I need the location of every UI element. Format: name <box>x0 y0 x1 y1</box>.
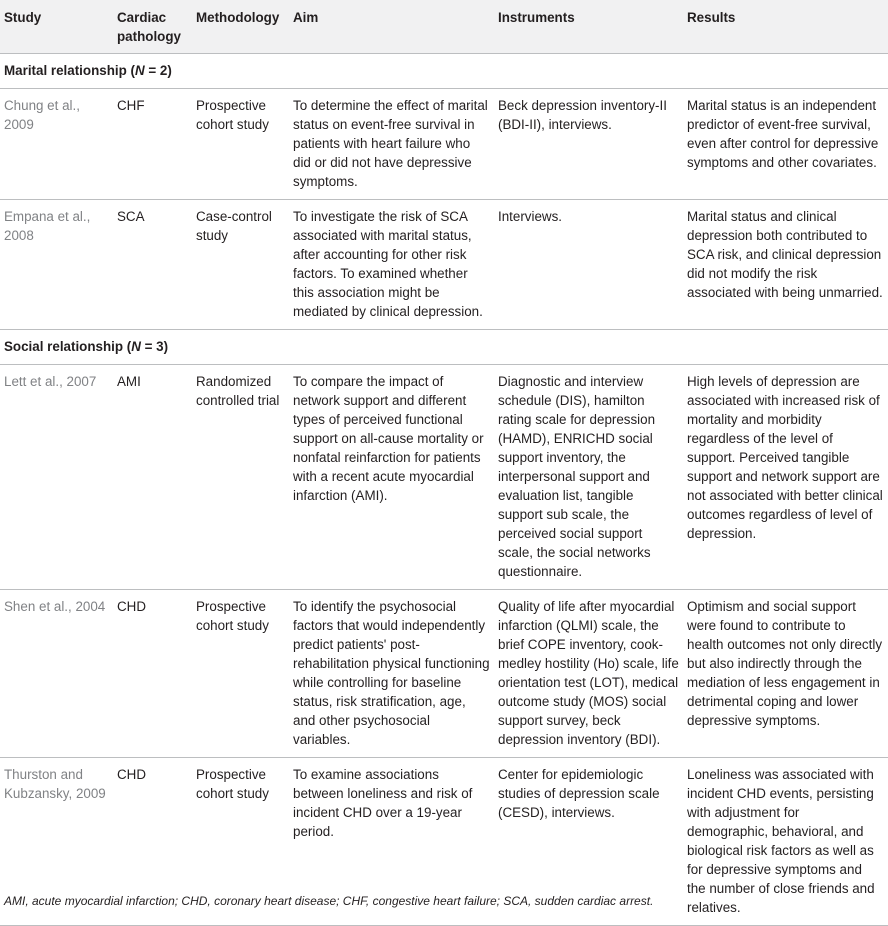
cell-methodology: Prospective cohort study <box>192 758 289 926</box>
cell-pathology: AMI <box>113 365 192 590</box>
header-instruments: Instruments <box>494 0 683 54</box>
cell-aim: To compare the impact of network support and different types of perceived functional support on all-cause mortality or nonfatal reinfarction for patients with a recent acute myocardial infarction (AMI). <box>289 365 494 590</box>
group-heading-social <box>0 330 888 365</box>
table-row <box>0 89 888 200</box>
table-header-row <box>0 0 888 54</box>
header-cardiac-pathology: Cardiac pathology <box>113 0 192 54</box>
cell-methodology: Prospective cohort study <box>192 590 289 758</box>
cell-results: Marital status and clinical depression both contributed to SCA risk, and clinical depression did not modify the risk associated with being unmarried. <box>683 200 888 330</box>
cell-instruments: Beck depression inventory-II (BDI-II), interviews. <box>494 89 683 200</box>
cell-methodology: Prospective cohort study <box>192 89 289 200</box>
cell-aim: To investigate the risk of SCA associated with marital status, after accounting for other risk factors. To examined whether this association might be mediated by clinical depression. <box>289 200 494 330</box>
table-row <box>0 200 888 330</box>
cell-pathology: CHD <box>113 590 192 758</box>
cell-pathology: SCA <box>113 200 192 330</box>
cell-pathology: CHF <box>113 89 192 200</box>
table-row <box>0 590 888 758</box>
cell-instruments: Quality of life after myocardial infarction (QLMI) scale, the brief COPE inventory, cook-medley hostility (Ho) scale, life orientation test (LOT), medical outcome study (MOS) social support survey, beck depression inventory (BDI). <box>494 590 683 758</box>
cell-pathology: CHD <box>113 758 192 926</box>
cell-instruments: Center for epidemiologic studies of depression scale (CESD), interviews. <box>494 758 683 926</box>
cell-aim: To examine associations between loneliness and risk of incident CHD over a 19-year period. <box>289 758 494 926</box>
cell-results: Optimism and social support were found to contribute to health outcomes not only directly but also indirectly through the mediation of less engagement in detrimental coping and lower depressive symptoms. <box>683 590 888 758</box>
cell-instruments: Diagnostic and interview schedule (DIS), hamilton rating scale for depression (HAMD), ENRICHD social support inventory, the interpersonal support and evaluation list, tangible support sub scale, the perceived social support scale, the social networks questionnaire. <box>494 365 683 590</box>
cell-methodology: Randomized controlled trial <box>192 365 289 590</box>
cell-study: Lett et al., 2007 <box>0 365 113 590</box>
header-study: Study <box>0 0 113 54</box>
header-methodology: Methodology <box>192 0 289 54</box>
table-row <box>0 365 888 590</box>
cell-study: Shen et al., 2004 <box>0 590 113 758</box>
cell-study: Thurston and Kubzansky, 2009 <box>0 758 113 926</box>
cell-results: Marital status is an independent predictor of event-free survival, even after control for depressive symptoms and other covariates. <box>683 89 888 200</box>
cell-study: Empana et al., 2008 <box>0 200 113 330</box>
group-label: Social relationship (N = 3) <box>0 330 888 365</box>
cell-methodology: Case-control study <box>192 200 289 330</box>
cell-results: High levels of depression are associated with increased risk of mortality and morbidity regardless of the level of support. Perceived tangible support and network support are not associated with better clinical outcomes regardless of level of depression. <box>683 365 888 590</box>
header-aim: Aim <box>289 0 494 54</box>
cell-study: Chung et al., 2009 <box>0 89 113 200</box>
group-label: Marital relationship (N = 2) <box>0 54 888 89</box>
group-heading-marital <box>0 54 888 89</box>
header-results: Results <box>683 0 888 54</box>
cell-instruments: Interviews. <box>494 200 683 330</box>
cell-results: Loneliness was associated with incident CHD events, persisting with adjustment for demographic, behavioral, and biological risk factors as well as for depressive symptoms and the number of close friends and relatives. <box>683 758 888 926</box>
cell-aim: To determine the effect of marital status on event-free survival in patients with heart failure who did or did not have depressive symptoms. <box>289 89 494 200</box>
table-footnote: AMI, acute myocardial infarction; CHD, coronary heart disease; CHF, congestive heart failure; SCA, sudden cardiac arrest. <box>4 894 654 908</box>
cell-aim: To identify the psychosocial factors that would independently predict patients' post-rehabilitation physical functioning while controlling for baseline status, risk stratification, age, and other psychosocial variables. <box>289 590 494 758</box>
